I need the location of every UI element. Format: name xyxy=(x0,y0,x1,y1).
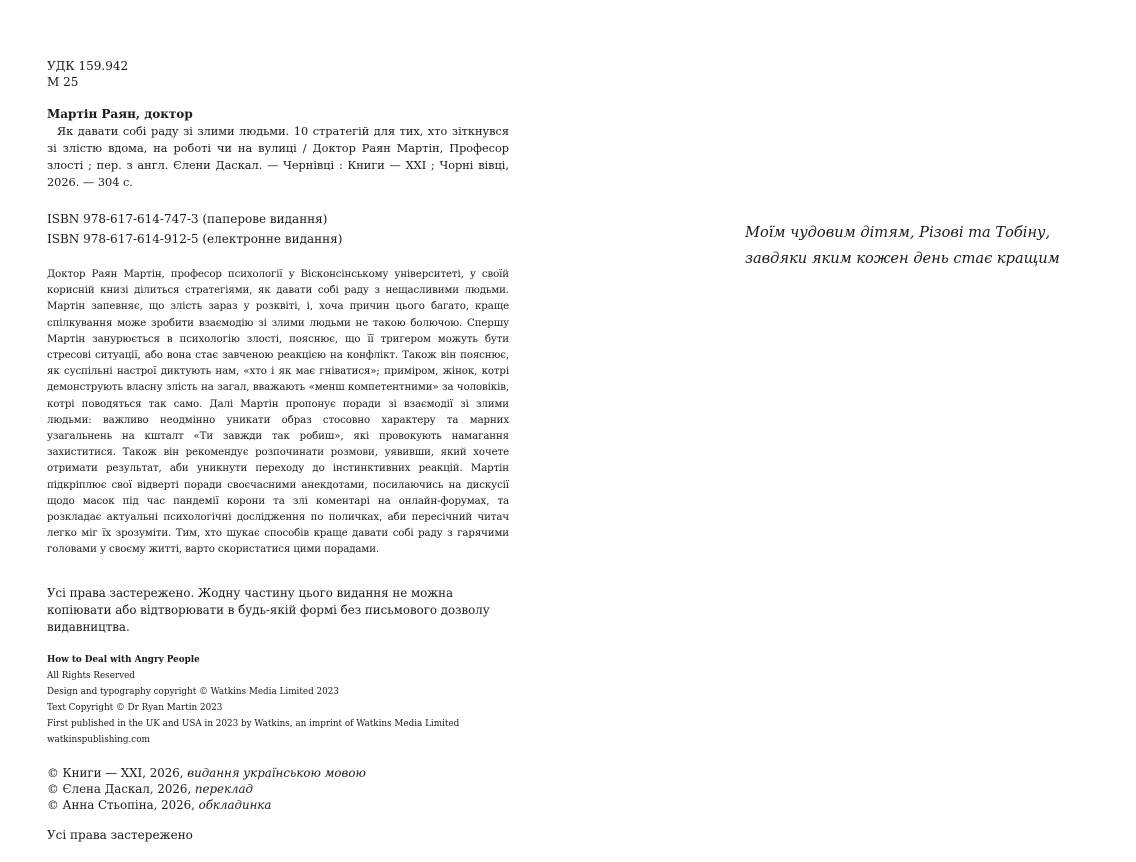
publisher-website: watkinspublishing.com xyxy=(47,734,150,745)
original-line: Text Copyright © Dr Ryan Martin 2023 xyxy=(47,702,223,713)
copyright-holder: © Анна Стьопіна, 2026, xyxy=(47,798,195,813)
copyright-role: обкладинка xyxy=(198,798,272,813)
imprint-page xyxy=(47,58,509,843)
udk-block xyxy=(47,58,509,90)
author-heading: Мартін Раян, доктор xyxy=(47,107,193,121)
original-line: First published in the UK and USA in 2023 by Watkins, an imprint of Watkins Media Limited xyxy=(47,718,460,729)
author-index: М 25 xyxy=(47,75,79,89)
original-edition-info xyxy=(47,652,509,748)
copyright-role: переклад xyxy=(194,781,254,796)
bibliographic-description: Як давати собі раду зі злими людьми. 10 стратегій для тих, хто зіткнувся зі злістю вдома, на роботі чи на вулиці / Доктор Раян Мартін, Професор злості ; пер. з англ. Єлени Даскал. — Чернівці : Книги — XXI ; Чорні вівці, 2026. — 304 с. xyxy=(47,125,509,189)
original-line: Design and typography copyright © Watkins Media Limited 2023 xyxy=(47,686,339,697)
isbn-print: ISBN 978-617-614-747-3 (паперове видання) xyxy=(47,212,328,226)
copyright-holder: © Єлена Даскал, 2026, xyxy=(47,781,192,796)
rights-notice: Усі права застережено. Жодну частину цього видання не можна копіювати або відтворювати в будь-якій формі без письмового дозволу видавництва. xyxy=(47,585,490,634)
dedication-line: Моїм чудовим дітям, Різові та Тобіну, xyxy=(745,224,1051,241)
original-title: How to Deal with Angry People xyxy=(47,654,200,665)
udk-code: УДК 159.942 xyxy=(47,59,129,73)
isbn-ebook: ISBN 978-617-614-912-5 (електронне видання) xyxy=(47,232,343,246)
isbn-block xyxy=(47,209,509,249)
copyright-line xyxy=(47,797,509,813)
copyright-role: видання українською мовою xyxy=(187,765,366,780)
dedication xyxy=(745,220,1105,272)
copyright-holder: © Книги — XXI, 2026, xyxy=(47,765,184,780)
original-line: All Rights Reserved xyxy=(47,670,135,681)
annotation: Доктор Раян Мартін, професор психології у Вісконсінському університеті, у своїй корисній книзі ділиться стратегіями, як давати собі раду з нещасливими людьми. Мартін запевняє, що злість зараз у розквіті, і, хоча причин цього багато, краще спілкування може зробити взаємодію зі злими людьми не такою болючою. Спершу Мартін занурюється в психологію злості, пояснює, що її тригером можуть бути стресові ситуації, або вона стає завченою реакцією на конфлікт. Також він пояснює, як суспільні настрої диктують нам, «хто і як має гніватися»; приміром, жінок, котрі демонструють власну злість на загал, вважають «менш компетентними» за чоловіків, котрі поводяться так само. Далі Мартін пропонує поради зі взаємодії зі злими людьми: важливо неодмінно уникати образ стосовно характеру та марних узагальнень на кшталт «Ти завжди так робиш», які провокують намагання захиститися. Також він рекомендує розпочинати розмови, уявивши, який хочете отримати результат, аби уникнути переходу до інстинктивних реакцій. Мартін підкріплює свої відверті поради своєчасними анекдотами, посилаючись на дискусії щодо масок під час пандемії корони та злі коментарі на онлайн-форумах, та розкладає актуальні психологічні дослідження по поличках, аби пересічний читач легко міг їх зрозуміти. Тим, хто шукає способів краще давати собі раду з гарячими головами у своєму житті, варто скористатися цими порадами. xyxy=(47,269,509,556)
copyright-line xyxy=(47,781,509,797)
copyright-line xyxy=(47,765,509,781)
copyright-block xyxy=(47,765,509,814)
dedication-line: завдяки яким кожен день стає кращим xyxy=(745,250,1060,267)
rights-short: Усі права застережено xyxy=(47,828,193,843)
